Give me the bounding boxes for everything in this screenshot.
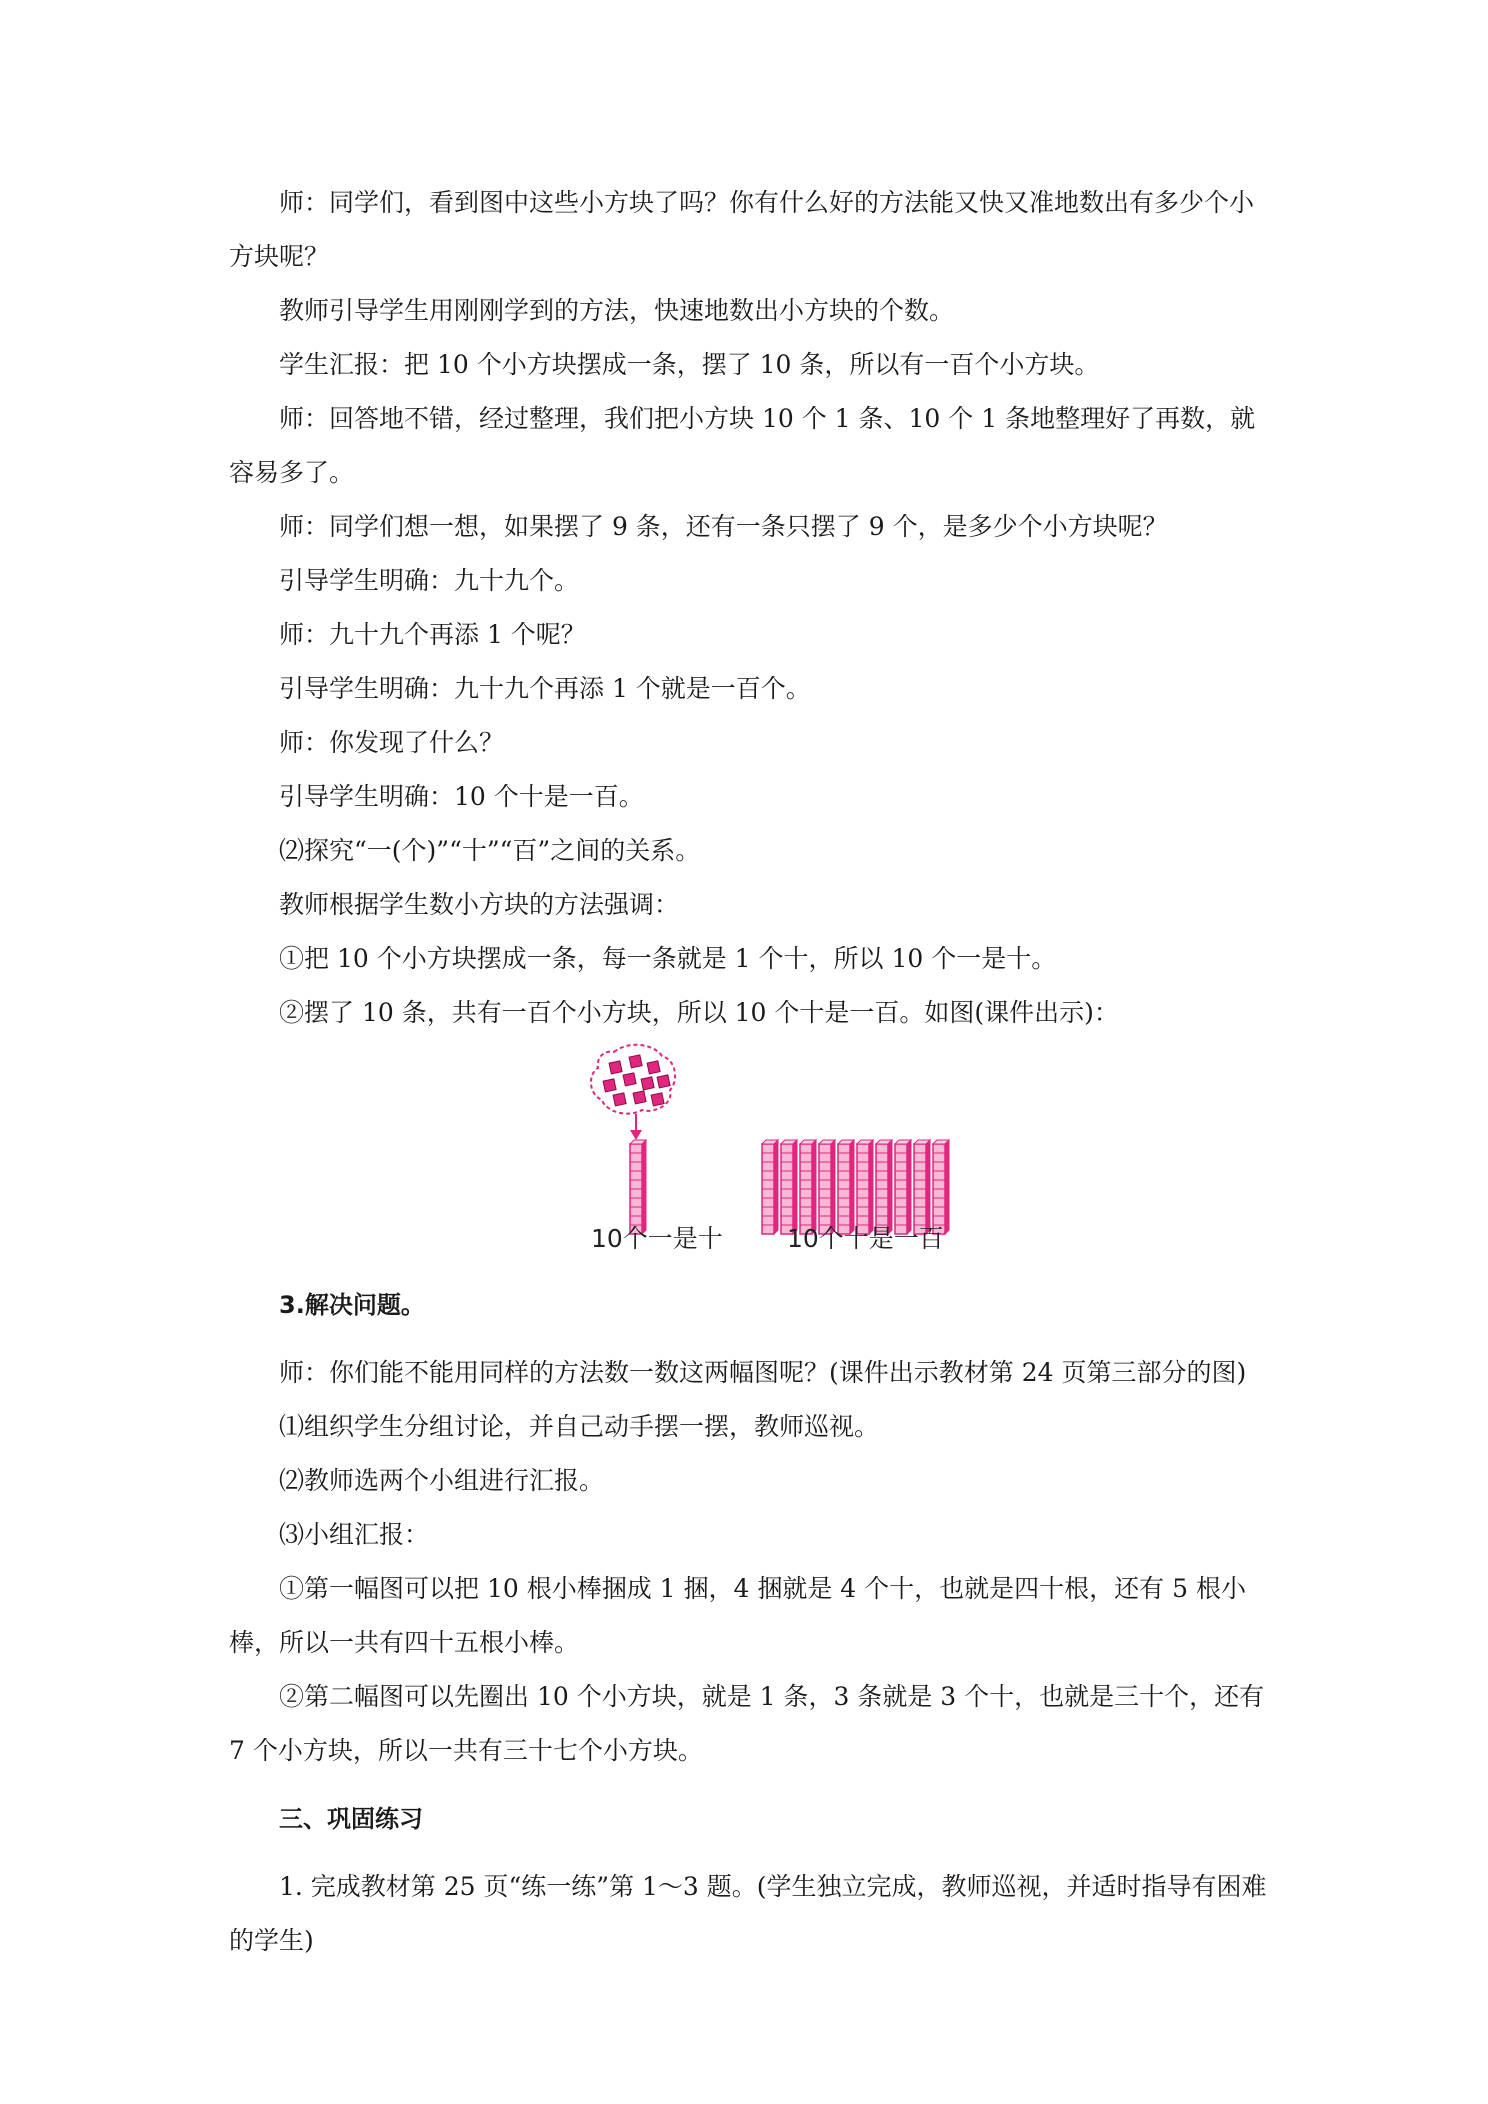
caption-ten-tens: 10个十是一百 (787, 1224, 944, 1253)
unit-cube (657, 1075, 670, 1088)
paragraph: 教师根据学生数小方块的方法强调： (279, 890, 680, 919)
rod-side (774, 1140, 778, 1234)
unit-cube (633, 1091, 646, 1104)
paragraph: ⑴组织学生分组讨论，并自己动手摆一摆，教师巡视。 (279, 1412, 880, 1441)
paragraph: ②摆了 10 条，共有一百个小方块，所以 10 个十是一百。如图(课件出示)： (279, 998, 1119, 1027)
unit-cube (629, 1055, 642, 1068)
paragraph: 师：同学们，看到图中这些小方块了吗？你有什么好的方法能又快又准地数出有多少个小方块呢？ (229, 188, 1255, 271)
paragraph: ⑵教师选两个小组进行汇报。 (279, 1466, 605, 1495)
paragraph: ②第二幅图可以先圈出 10 个小方块，就是 1 条，3 条就是 3 个十，也就是三十个，还有 7 个小方块，所以一共有三十七个小方块。 (229, 1682, 1273, 1765)
paragraph: 教师引导学生用刚刚学到的方法，快速地数出小方块的个数。 (279, 296, 955, 325)
paragraph: 师：你发现了什么？ (279, 728, 505, 757)
section-heading-practice: 三、巩固练习 (279, 1805, 423, 1833)
unit-cube (647, 1061, 660, 1074)
unit-cube (641, 1077, 654, 1090)
caption-ten-ones: 10个一是十 (591, 1224, 723, 1253)
unit-cube (609, 1061, 622, 1074)
unit-cube (603, 1079, 616, 1092)
paragraph: 师：回答地不错，经过整理，我们把小方块 10 个 1 条、10 个 1 条地整理好了再数，就容易多了。 (229, 404, 1256, 487)
unit-cube (651, 1093, 664, 1106)
paragraph: 师：同学们想一想，如果摆了 9 条，还有一条只摆了 9 个，是多少个小方块呢？ (279, 512, 1168, 541)
paragraph: 引导学生明确：九十九个再添 1 个就是一百个。 (279, 674, 811, 703)
paragraph: 师：你们能不能用同样的方法数一数这两幅图呢？(课件出示教材第 24 页第三部分的图) (279, 1358, 1247, 1387)
paragraph: 师：九十九个再添 1 个呢？ (279, 620, 586, 649)
paragraph: ①第一幅图可以把 10 根小棒捆成 1 捆，4 捆就是 4 个十，也就是四十根，还有 5 根小棒，所以一共有四十五根小棒。 (229, 1574, 1246, 1657)
document-body (229, 176, 1273, 1968)
paragraph: ⑶小组汇报： (279, 1520, 430, 1549)
paragraph: ①把 10 个小方块摆成一条，每一条就是 1 个十，所以 10 个一是十。 (279, 944, 1057, 973)
arrow-head (630, 1130, 642, 1140)
unit-cube (613, 1093, 626, 1106)
paragraph: 1. 完成教材第 25 页“练一练”第 1～3 题。(学生独立完成，教师巡视，并适时指导有困难的学生) (229, 1872, 1267, 1955)
paragraph: 学生汇报：把 10 个小方块摆成一条，摆了 10 条，所以有一百个小方块。 (279, 350, 1100, 379)
paragraph: 引导学生明确：九十九个。 (279, 566, 580, 595)
section-heading-solve: 3.解决问题。 (279, 1291, 425, 1319)
cubes-figure (229, 1042, 1273, 1264)
rod-side (945, 1140, 949, 1234)
paragraph: ⑵探究“一(个)”“十”“百”之间的关系。 (279, 836, 701, 865)
unit-cube (623, 1073, 636, 1086)
paragraph: 引导学生明确：10 个十是一百。 (279, 782, 644, 811)
